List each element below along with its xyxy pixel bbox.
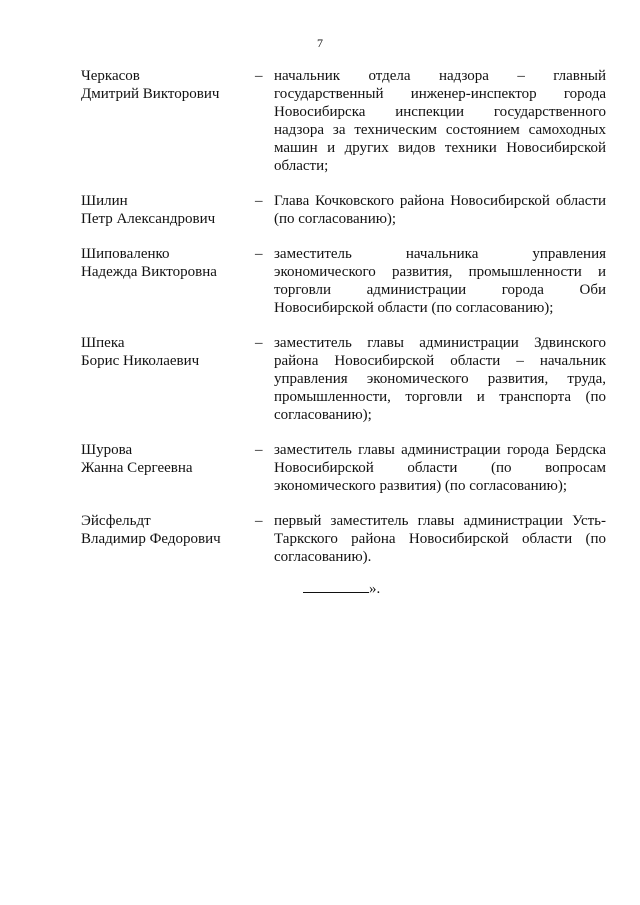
member-name — [81, 334, 251, 370]
member-entry-shurova — [0, 441, 640, 495]
member-surname: Шилин — [81, 193, 128, 209]
member-name — [81, 67, 251, 103]
member-given-name: Петр Александрович — [81, 211, 216, 227]
member-surname: Шиповаленко — [81, 246, 170, 262]
member-position: заместитель главы администрации Здвинского района Новосибирской области – начальник управления экономического развития, труда, промышленности, торговли и транспорта (по согласованию); — [274, 335, 606, 423]
member-name — [81, 192, 251, 228]
member-surname: Шурова — [81, 442, 133, 458]
member-entry-shpeka — [0, 334, 640, 424]
member-position: заместитель начальника управления экономического развития, промышленности и торговли администрации города Оби Новосибирской области (по согласованию); — [274, 246, 606, 316]
member-given-name: Владимир Федорович — [81, 531, 221, 547]
member-surname: Черкасов — [81, 68, 140, 84]
member-entry-shipovalenko — [0, 245, 640, 317]
closing-mark — [303, 578, 380, 598]
member-entry-cherkasov — [0, 67, 640, 175]
member-entry-shilin — [0, 192, 640, 228]
dash-separator: – — [255, 246, 263, 262]
dash-separator: – — [255, 442, 263, 458]
dash-separator: – — [255, 68, 263, 84]
member-entry-eisfeldt — [0, 512, 640, 566]
member-position: первый заместитель главы администрации Усть-Таркского района Новосибирской области (по согласованию). — [274, 513, 606, 565]
closing-underline — [303, 578, 369, 593]
member-surname: Эйсфельдт — [81, 513, 151, 529]
member-position: начальник отдела надзора – главный государственный инженер-инспектор города Новосибирска инспекции государственного надзора за техническим состоянием самоходных машин и других видов техники Новосибирской области; — [274, 68, 606, 174]
member-name — [81, 512, 251, 548]
member-given-name: Борис Николаевич — [81, 353, 200, 369]
member-surname: Шпека — [81, 335, 125, 351]
member-position: Глава Кочковского района Новосибирской области (по согласованию); — [274, 193, 606, 227]
member-given-name: Надежда Викторовна — [81, 264, 217, 280]
closing-quote-suffix: ». — [369, 581, 381, 597]
member-name — [81, 245, 251, 281]
member-list — [0, 67, 640, 566]
dash-separator: – — [255, 193, 263, 209]
dash-separator: – — [255, 335, 263, 351]
member-given-name: Жанна Сергеевна — [81, 460, 193, 476]
page-number: 7 — [317, 36, 323, 50]
member-name — [81, 441, 251, 477]
member-given-name: Дмитрий Викторович — [81, 86, 220, 102]
dash-separator: – — [255, 513, 263, 529]
member-position: заместитель главы администрации города Бердска Новосибирской области (по вопросам экономического развития) (по согласованию); — [274, 442, 606, 494]
